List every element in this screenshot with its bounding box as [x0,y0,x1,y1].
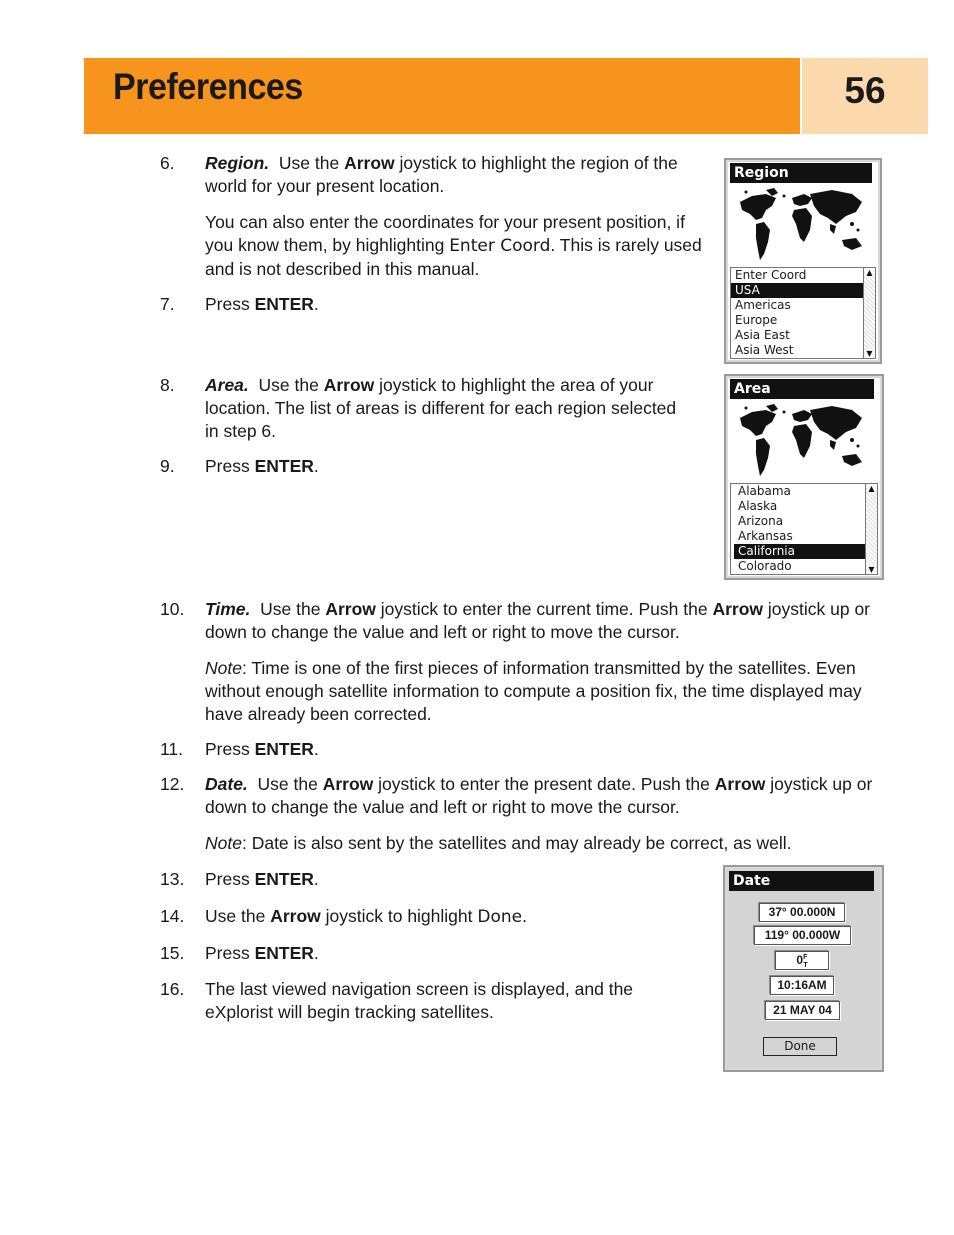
step-number: 8. [160,375,175,395]
step-text: Time. Use the Arrow joystick to enter the current time. Push the Arrow joystick up or down to change the value and left or right to move the cursor. [205,599,871,642]
list-item[interactable]: California [734,544,865,559]
step-number: 13. [160,869,185,889]
list-item[interactable]: Arizona [738,514,784,528]
latitude-field[interactable]: 37° 00.000N [759,903,845,922]
list-item[interactable]: Enter Coord [735,268,807,282]
scrollbar[interactable] [863,268,875,358]
step-number: 14. [160,906,185,926]
note-text: Note: Time is one of the first pieces of information transmitted by the satellites. Even without enough satellite information to compute a position fix, the time displayed may have already been corrected. [205,658,862,724]
step-number: 6. [160,153,175,173]
step-number: 9. [160,456,175,476]
step-text: Area. Use the Arrow joystick to highlight the area of your location. The list of areas is different for each region selected in step 6. [205,375,677,441]
area-screen [724,374,884,580]
scroll-up-icon[interactable]: ▲ [866,268,873,277]
page-number-box [802,58,928,134]
list-item[interactable]: Asia East [735,328,790,342]
scroll-up-icon[interactable]: ▲ [868,484,875,493]
list-item[interactable]: Alabama [738,484,791,498]
page-number: 56 [844,70,886,111]
list-item[interactable]: Alaska [738,499,778,513]
done-button[interactable]: Done [763,1037,837,1056]
screen-title: Area [730,379,874,399]
step-number: 12. [160,774,185,794]
step-text: Date. Use the Arrow joystick to enter the present date. Push the Arrow joystick up or down to change the value and left or right to move the cursor. [205,774,873,817]
note-text: Note: Date is also sent by the satellites and may already be correct, as well. [205,833,792,853]
menu-term: Enter Coord [449,236,551,256]
time-field[interactable]: 10:16AM [770,976,834,995]
step-number: 11. [160,739,184,759]
menu-term: Done [477,907,523,927]
step-text: The last viewed navigation screen is displayed, and the eXplorist will begin tracking satellites. [205,979,634,1022]
step-text: You can also enter the coordinates for your present position, if you know them, by highlighting Enter Coord. This is rarely used and is not described in this manual. [205,212,702,279]
altitude-unit-t: T [803,962,808,970]
altitude-field[interactable] [775,951,829,970]
altitude-unit-f: F [803,954,808,961]
step-text: Region. Use the Arrow joystick to highlight the region of the world for your present location. [205,153,678,196]
scroll-down-icon[interactable]: ▼ [868,565,875,574]
step-number: 16. [160,979,185,999]
screen-title: Date [729,871,874,891]
list-item[interactable]: USA [731,283,863,298]
step-number: 15. [160,943,185,963]
list-item[interactable]: Europe [735,313,778,327]
chapter-header [84,58,800,134]
world-map-image [732,400,868,482]
step-number: 10. [160,599,185,619]
world-map-image [732,184,868,266]
list-item[interactable]: Colorado [738,559,792,573]
scrollbar[interactable] [865,484,877,574]
longitude-field[interactable]: 119° 00.000W [754,926,851,945]
list-item[interactable]: Americas [735,298,791,312]
area-list[interactable] [730,483,878,575]
list-item[interactable]: Arkansas [738,529,793,543]
screen-title: Region [730,163,872,183]
page-title: Preferences [113,66,303,107]
list-item[interactable]: Asia West [735,343,794,357]
scroll-down-icon[interactable]: ▼ [866,349,873,358]
altitude-value: 0 [796,953,804,967]
step-number: 7. [160,294,175,314]
date-field[interactable]: 21 MAY 04 [765,1001,840,1020]
region-screen [724,158,882,364]
date-screen [723,865,884,1072]
region-list[interactable] [730,267,876,359]
